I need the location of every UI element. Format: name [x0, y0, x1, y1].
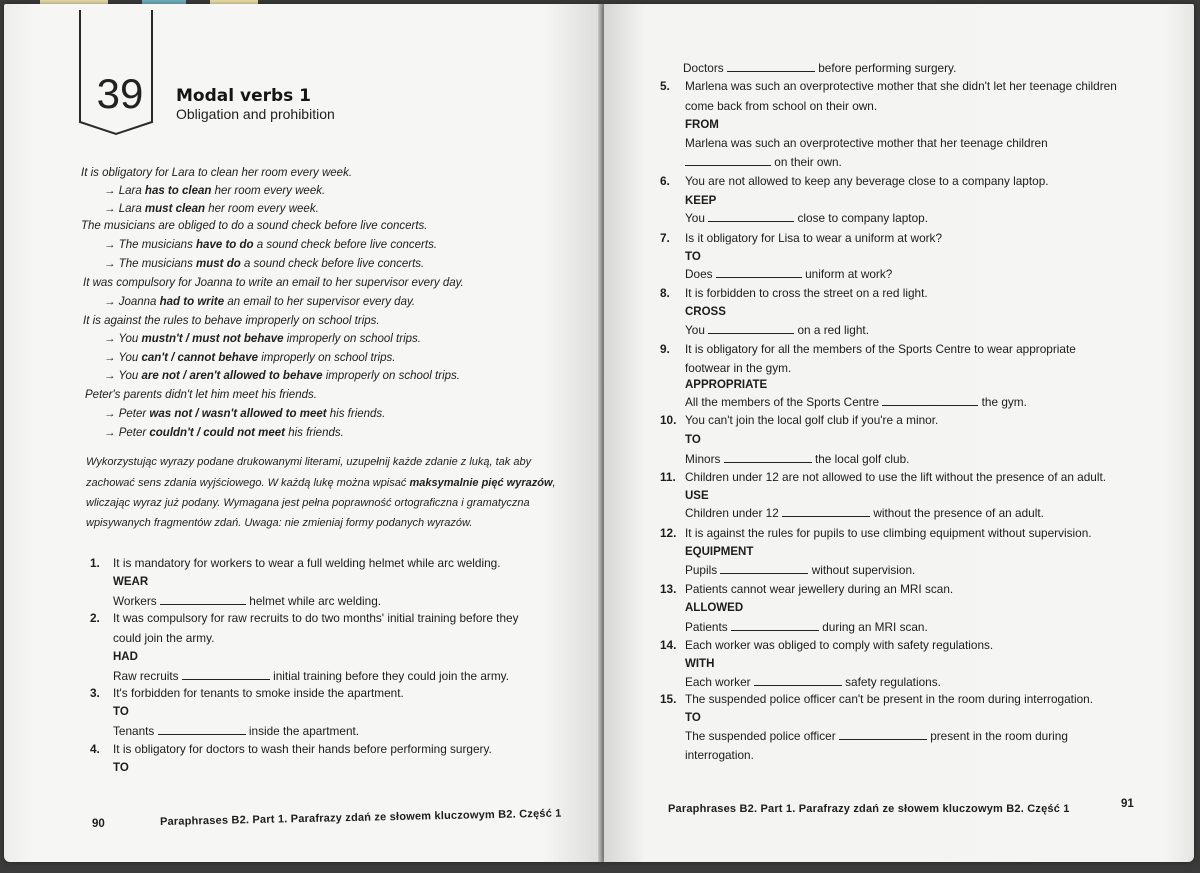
answer-line: [685, 323, 869, 337]
instruction-text: zachować sens zdania wyjściowego. W każdą lukę można wpisać: [86, 477, 410, 489]
answer-gap[interactable]: [782, 506, 870, 517]
answer-line: [685, 563, 915, 577]
item-number: 2.: [90, 611, 100, 625]
answer-end: on their own.: [774, 155, 842, 169]
item-number: 12.: [660, 526, 677, 540]
example-text: a sound check before live concerts.: [240, 258, 425, 270]
example-modal: has to clean: [144, 185, 212, 197]
example-modal: must do: [196, 258, 241, 270]
answer-line: [685, 506, 1044, 520]
instruction-line: [86, 477, 556, 489]
keyword: FROM: [685, 119, 719, 131]
item-number: 4.: [90, 742, 100, 756]
item-sentence: It was compulsory for raw recruits to do two months' initial training before they: [113, 611, 519, 625]
keyword: TO: [113, 762, 129, 774]
item-sentence: Is it obligatory for Lisa to wear a uniform at work?: [685, 231, 943, 245]
item-number: 5.: [660, 79, 670, 93]
example-modal: are not / aren't allowed to behave: [141, 370, 323, 382]
example-text: a sound check before live concerts.: [253, 239, 438, 251]
answer-end: the gym.: [981, 395, 1027, 409]
answer-gap[interactable]: [724, 452, 812, 463]
answer-end: initial training before they could join the army.: [273, 669, 509, 683]
answer-gap[interactable]: [182, 669, 270, 680]
keyword: USE: [685, 490, 709, 502]
answer-start: Children under 12: [685, 506, 779, 520]
item-number: 6.: [660, 174, 670, 188]
answer-line: [113, 669, 509, 683]
answer-gap[interactable]: [720, 563, 808, 574]
answer-gap[interactable]: [727, 61, 815, 72]
item-number: 14.: [660, 638, 677, 652]
item-number: 10.: [660, 413, 677, 427]
answer-start: Does: [685, 267, 713, 281]
keyword: EQUIPMENT: [685, 546, 754, 558]
item-sentence: Each worker was obliged to comply with safety regulations.: [685, 638, 994, 652]
example-text: → Joanna: [104, 296, 160, 308]
item-4-answer-end: before performing surgery.: [818, 61, 957, 75]
answer-end: close to company laptop.: [797, 211, 928, 225]
example-text: → The musicians: [104, 258, 197, 270]
answer-start: Pupils: [685, 563, 718, 577]
answer-end: uniform at work?: [805, 267, 893, 281]
example-text: → Peter: [104, 427, 150, 439]
example-paraphrase: [104, 370, 460, 382]
example-modal: had to write: [159, 296, 225, 308]
keyword: WEAR: [113, 576, 149, 588]
answer-line: [685, 155, 842, 169]
item-sentence: You are not allowed to keep any beverage close to a company laptop.: [685, 174, 1049, 188]
answer-start: Tenants: [113, 724, 155, 738]
answer-start: Each worker: [685, 675, 751, 689]
item-4-continuation: [683, 61, 956, 75]
keyword: APPROPRIATE: [685, 379, 768, 391]
example-modal: can't / cannot behave: [141, 352, 259, 364]
instruction-line: [86, 497, 530, 509]
item-number: 11.: [660, 470, 676, 484]
example-text: improperly on school trips.: [258, 352, 396, 364]
footer-right: Paraphrases B2. Part 1. Parafrazy zdań ze słowem kluczowym B2. Część 1: [668, 803, 1070, 815]
item-sentence: You can't join the local golf club if you're a minor.: [685, 413, 939, 427]
answer-gap[interactable]: [839, 729, 927, 740]
example-modal: have to do: [196, 239, 254, 251]
answer-gap[interactable]: [882, 395, 978, 406]
example-text: Peter's parents didn't let him meet his friends.: [85, 389, 317, 401]
answer-gap[interactable]: [708, 211, 794, 222]
example-paraphrase: [104, 185, 325, 197]
example-text: → Lara: [104, 203, 145, 215]
item-sentence-cont: could join the army.: [113, 631, 215, 645]
answer-line: [685, 452, 909, 466]
example-text: → You: [104, 352, 142, 364]
answer-start: Minors: [685, 452, 721, 466]
example-text: her room every week.: [211, 185, 326, 197]
page-number-right: 91: [1121, 798, 1134, 810]
answer-start: Raw recruits: [113, 669, 179, 683]
item-number: 9.: [660, 342, 670, 356]
example-text: It is obligatory for Lara to clean her room every week.: [81, 167, 353, 179]
item-sentence-cont: come back from school on their own.: [685, 99, 878, 113]
answer-gap[interactable]: [158, 724, 246, 735]
item-number: 7.: [660, 231, 670, 245]
answer-gap[interactable]: [708, 323, 794, 334]
answer-line: [685, 620, 928, 634]
example-paraphrase: [104, 258, 424, 270]
answer-gap[interactable]: [754, 675, 842, 686]
example-paraphrase: [104, 352, 395, 364]
answer-end: on a red light.: [797, 323, 869, 337]
example-text: → Lara: [104, 185, 145, 197]
example-text: his friends.: [285, 427, 344, 439]
example-text: her room every week.: [205, 203, 319, 215]
item-sentence: It is obligatory for all the members of the Sports Centre to wear appropriate: [685, 342, 1076, 356]
example-text: It was compulsory for Joanna to write an email to her supervisor every day.: [83, 277, 464, 289]
item-sentence-cont: footwear in the gym.: [685, 361, 792, 375]
example-sentence: [81, 220, 427, 232]
example-paraphrase: [104, 427, 344, 439]
answer-line: [685, 211, 928, 225]
unit-subtitle: Obligation and prohibition: [176, 106, 335, 122]
example-paraphrase: [104, 333, 421, 345]
footer-left: Paraphrases B2. Part 1. Parafrazy zdań ze słowem kluczowym B2. Część 1: [159, 807, 562, 828]
example-paraphrase: [104, 408, 385, 420]
answer-end: without the presence of an adult.: [873, 506, 1044, 520]
answer-gap[interactable]: [160, 594, 246, 605]
example-text: an email to her supervisor every day.: [224, 296, 416, 308]
answer-end: present in the room during: [930, 729, 1068, 743]
item-sentence: It is forbidden to cross the street on a red light.: [685, 286, 928, 300]
instruction-emphasis: maksymalnie pięć wyrazów: [409, 477, 553, 489]
example-modal: mustn't / must not behave: [141, 333, 284, 345]
example-text: improperly on school trips.: [322, 370, 460, 382]
example-sentence: [83, 315, 380, 327]
example-modal: couldn't / could not meet: [149, 427, 286, 439]
answer-start: All the members of the Sports Centre: [685, 395, 880, 409]
answer-end: during an MRI scan.: [822, 620, 928, 634]
answer-line: [685, 267, 892, 281]
item-sentence: It is obligatory for doctors to wash their hands before performing surgery.: [113, 742, 492, 756]
instruction-text: Wykorzystując wyrazy podane drukowanymi literami, uzupełnij każde zdanie z luką, tak aby: [86, 456, 532, 468]
instruction-line: [86, 517, 472, 529]
example-text: The musicians are obliged to do a sound check before live concerts.: [81, 220, 428, 232]
keyword: ALLOWED: [685, 602, 744, 614]
answer-line: [685, 729, 1068, 743]
example-paraphrase: [104, 203, 319, 215]
answer-end: the local golf club.: [814, 452, 910, 466]
answer-line: [685, 675, 941, 689]
keyword: KEEP: [685, 195, 717, 207]
item-sentence: It's forbidden for tenants to smoke inside the apartment.: [113, 686, 404, 700]
example-text: It is against the rules to behave improperly on school trips.: [83, 315, 380, 327]
page-number-left: 90: [92, 818, 105, 830]
example-text: → You: [104, 333, 142, 345]
item-number: 15.: [660, 692, 677, 706]
example-text: → The musicians: [104, 239, 197, 251]
item-sentence: Patients cannot wear jewellery during an MRI scan.: [685, 582, 954, 596]
item-sentence: It is against the rules for pupils to use climbing equipment without supervision.: [685, 526, 1092, 540]
item-sentence: The suspended police officer can't be present in the room during interrogation.: [685, 692, 1093, 706]
item-number: 1.: [90, 556, 100, 570]
example-text: → You: [104, 370, 142, 382]
example-modal: must clean: [144, 203, 205, 215]
answer-gap[interactable]: [685, 155, 771, 166]
example-text: his friends.: [326, 408, 386, 420]
answer-start: You: [685, 323, 705, 337]
keyword: TO: [685, 251, 701, 263]
answer-start: The suspended police officer: [685, 729, 836, 743]
example-text: → Peter: [104, 408, 150, 420]
keyword: TO: [685, 434, 701, 446]
item-sentence: Marlena was such an overprotective mother that she didn't let her teenage children: [685, 79, 1117, 93]
keyword: HAD: [113, 651, 138, 663]
example-sentence: [85, 389, 317, 401]
example-paraphrase: [104, 239, 437, 251]
item-number: 13.: [660, 582, 677, 596]
answer-gap[interactable]: [716, 267, 802, 278]
item-number: 3.: [90, 686, 100, 700]
instruction-line: [86, 456, 531, 468]
unit-title: Modal verbs 1: [176, 86, 312, 106]
example-paraphrase: [104, 296, 415, 308]
instruction-text: wliczając wyraz już podany. Wymagana jest pełna poprawność ortograficzna i gramatyczna: [86, 497, 530, 509]
answer-start: Patients: [685, 620, 728, 634]
item-4-answer-start: Doctors: [683, 61, 724, 75]
example-modal: was not / wasn't allowed to meet: [149, 408, 327, 420]
example-sentence: [81, 167, 352, 179]
example-text: improperly on school trips.: [283, 333, 421, 345]
answer-start: You: [685, 211, 705, 225]
answer-start: Workers: [113, 594, 157, 608]
answer-start: Marlena was such an overprotective mother that her teenage children: [685, 136, 1048, 150]
instruction-text: ,: [552, 477, 556, 489]
keyword: TO: [113, 706, 129, 718]
answer-line: [113, 724, 359, 738]
unit-number: 39: [96, 70, 144, 117]
answer-end: without supervision.: [811, 563, 916, 577]
item-sentence: Children under 12 are not allowed to use the lift without the presence of an adult.: [685, 470, 1107, 484]
answer-end-cont: interrogation.: [685, 748, 754, 762]
answer-line: [685, 395, 1027, 409]
example-sentence: [83, 277, 464, 289]
answer-end: safety regulations.: [845, 675, 941, 689]
answer-end: inside the apartment.: [248, 724, 360, 738]
keyword: TO: [685, 712, 701, 724]
answer-end: helmet while arc welding.: [249, 594, 382, 608]
keyword: WITH: [685, 658, 715, 670]
answer-gap[interactable]: [731, 620, 819, 631]
item-number: 8.: [660, 286, 670, 300]
instruction-text: wpisywanych fragmentów zdań. Uwaga: nie zmieniaj formy podanych wyrazów.: [86, 517, 473, 529]
answer-line: [113, 594, 381, 608]
keyword: CROSS: [685, 306, 726, 318]
item-sentence: It is mandatory for workers to wear a full welding helmet while arc welding.: [113, 556, 501, 570]
